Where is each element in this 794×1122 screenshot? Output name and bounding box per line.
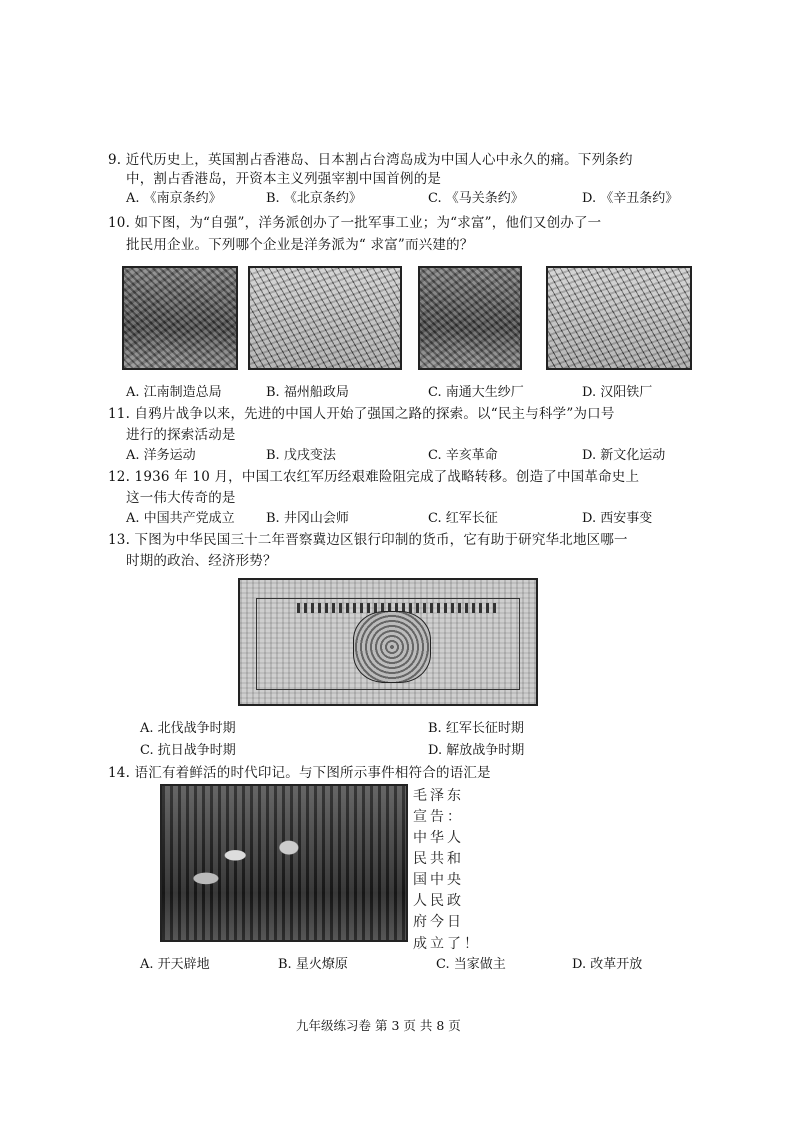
calligraphy-line: 府今日 [413, 914, 464, 930]
q12-option-c: C. 红军长征 [428, 511, 498, 526]
q10-stem-line2: 批民用企业。下列哪个企业是洋务派为“ 求富”而兴建的？ [126, 237, 474, 253]
q13-option-a: A. 北伐战争时期 [140, 721, 236, 736]
q12-option-d: D. 西安事变 [582, 511, 653, 526]
q13-stem-line2: 时期的政治、经济形势？ [126, 553, 277, 569]
photo-founding-ceremony [160, 784, 408, 942]
q13-option-c: C. 抗日战争时期 [140, 743, 236, 758]
q10-option-a: A. 江南制造总局 [126, 385, 222, 400]
q11-stem-line1: 11. 自鸦片战争以来，先进的中国人开始了强国之路的探索。以“民主与科学”为口号 [108, 406, 615, 422]
q12-stem-line2: 这一伟大传奇的是 [126, 490, 236, 506]
q9-stem-line2: 中，割占香港岛，开资本主义列强宰割中国首例的是 [126, 171, 442, 187]
q10-option-d: D. 汉阳铁厂 [582, 385, 653, 400]
photo-jiangnan-arsenal [122, 266, 238, 370]
q14-option-b: B. 星火燎原 [278, 957, 348, 972]
calligraphy-line-last: 成立了！ [413, 936, 481, 952]
q14-option-c: C. 当家做主 [436, 957, 506, 972]
q11-option-b: B. 戊戌变法 [266, 448, 336, 463]
q11-option-d: D. 新文化运动 [582, 448, 666, 463]
photo-dasheng-mill [418, 266, 522, 370]
calligraphy-line: 宣告： [413, 809, 464, 825]
q10-option-b: B. 福州船政局 [266, 385, 349, 400]
calligraphy-line: 人民政 [413, 893, 464, 909]
q12-option-b: B. 井冈山会师 [266, 511, 349, 526]
q11-option-c: C. 辛亥革命 [428, 448, 498, 463]
photo-hanyang-ironworks [546, 266, 692, 370]
q11-option-a: A. 洋务运动 [126, 448, 196, 463]
q12-stem-line1: 12. 1936 年 10 月，中国工农红军历经艰难险阻完成了战略转移。创造了中国革命史上 [108, 469, 640, 485]
q9-option-c: C. 《马关条约》 [428, 191, 524, 206]
calligraphy-line: 中华人 [413, 830, 464, 846]
q9-option-a: A. 《南京条约》 [126, 191, 222, 206]
photo-fuzhou-shipyard [248, 266, 402, 370]
q12-option-a: A. 中国共产党成立 [126, 511, 235, 526]
page-footer: 九年级练习卷 第 3 页 共 8 页 [296, 1018, 461, 1033]
q9-stem-line1: 9. 近代历史上，英国割占香港岛、日本割占台湾岛成为中国人心中永久的痛。下列条约 [108, 152, 633, 168]
q14-option-a: A. 开天辟地 [140, 957, 210, 972]
q14-stem-line1: 14. 语汇有着鲜活的时代印记。与下图所示事件相符合的语汇是 [108, 765, 491, 781]
banknote-portrait-oval [353, 611, 431, 683]
q9-option-b: B. 《北京条约》 [266, 191, 362, 206]
q13-option-b: B. 红军长征时期 [428, 721, 524, 736]
q9-option-d: D. 《辛丑条约》 [582, 191, 679, 206]
calligraphy-text [413, 786, 505, 936]
q14-option-d: D. 改革开放 [572, 957, 643, 972]
calligraphy-line: 毛泽东 [413, 788, 464, 804]
banknote-image [238, 578, 538, 706]
q11-stem-line2: 进行的探索活动是 [126, 427, 236, 443]
banknote-border [256, 598, 520, 690]
q13-stem-line1: 13. 下图为中华民国三十二年晋察冀边区银行印制的货币，它有助于研究华北地区哪一 [108, 532, 628, 548]
q13-option-d: D. 解放战争时期 [428, 743, 525, 758]
calligraphy-line: 民共和 [413, 851, 464, 867]
calligraphy-line: 国中央 [413, 872, 464, 888]
q10-stem-line1: 10. 如下图，为“自强”，洋务派创办了一批军事工业；为“求富”，他们又创办了一 [108, 215, 602, 231]
q10-option-c: C. 南通大生纱厂 [428, 385, 524, 400]
